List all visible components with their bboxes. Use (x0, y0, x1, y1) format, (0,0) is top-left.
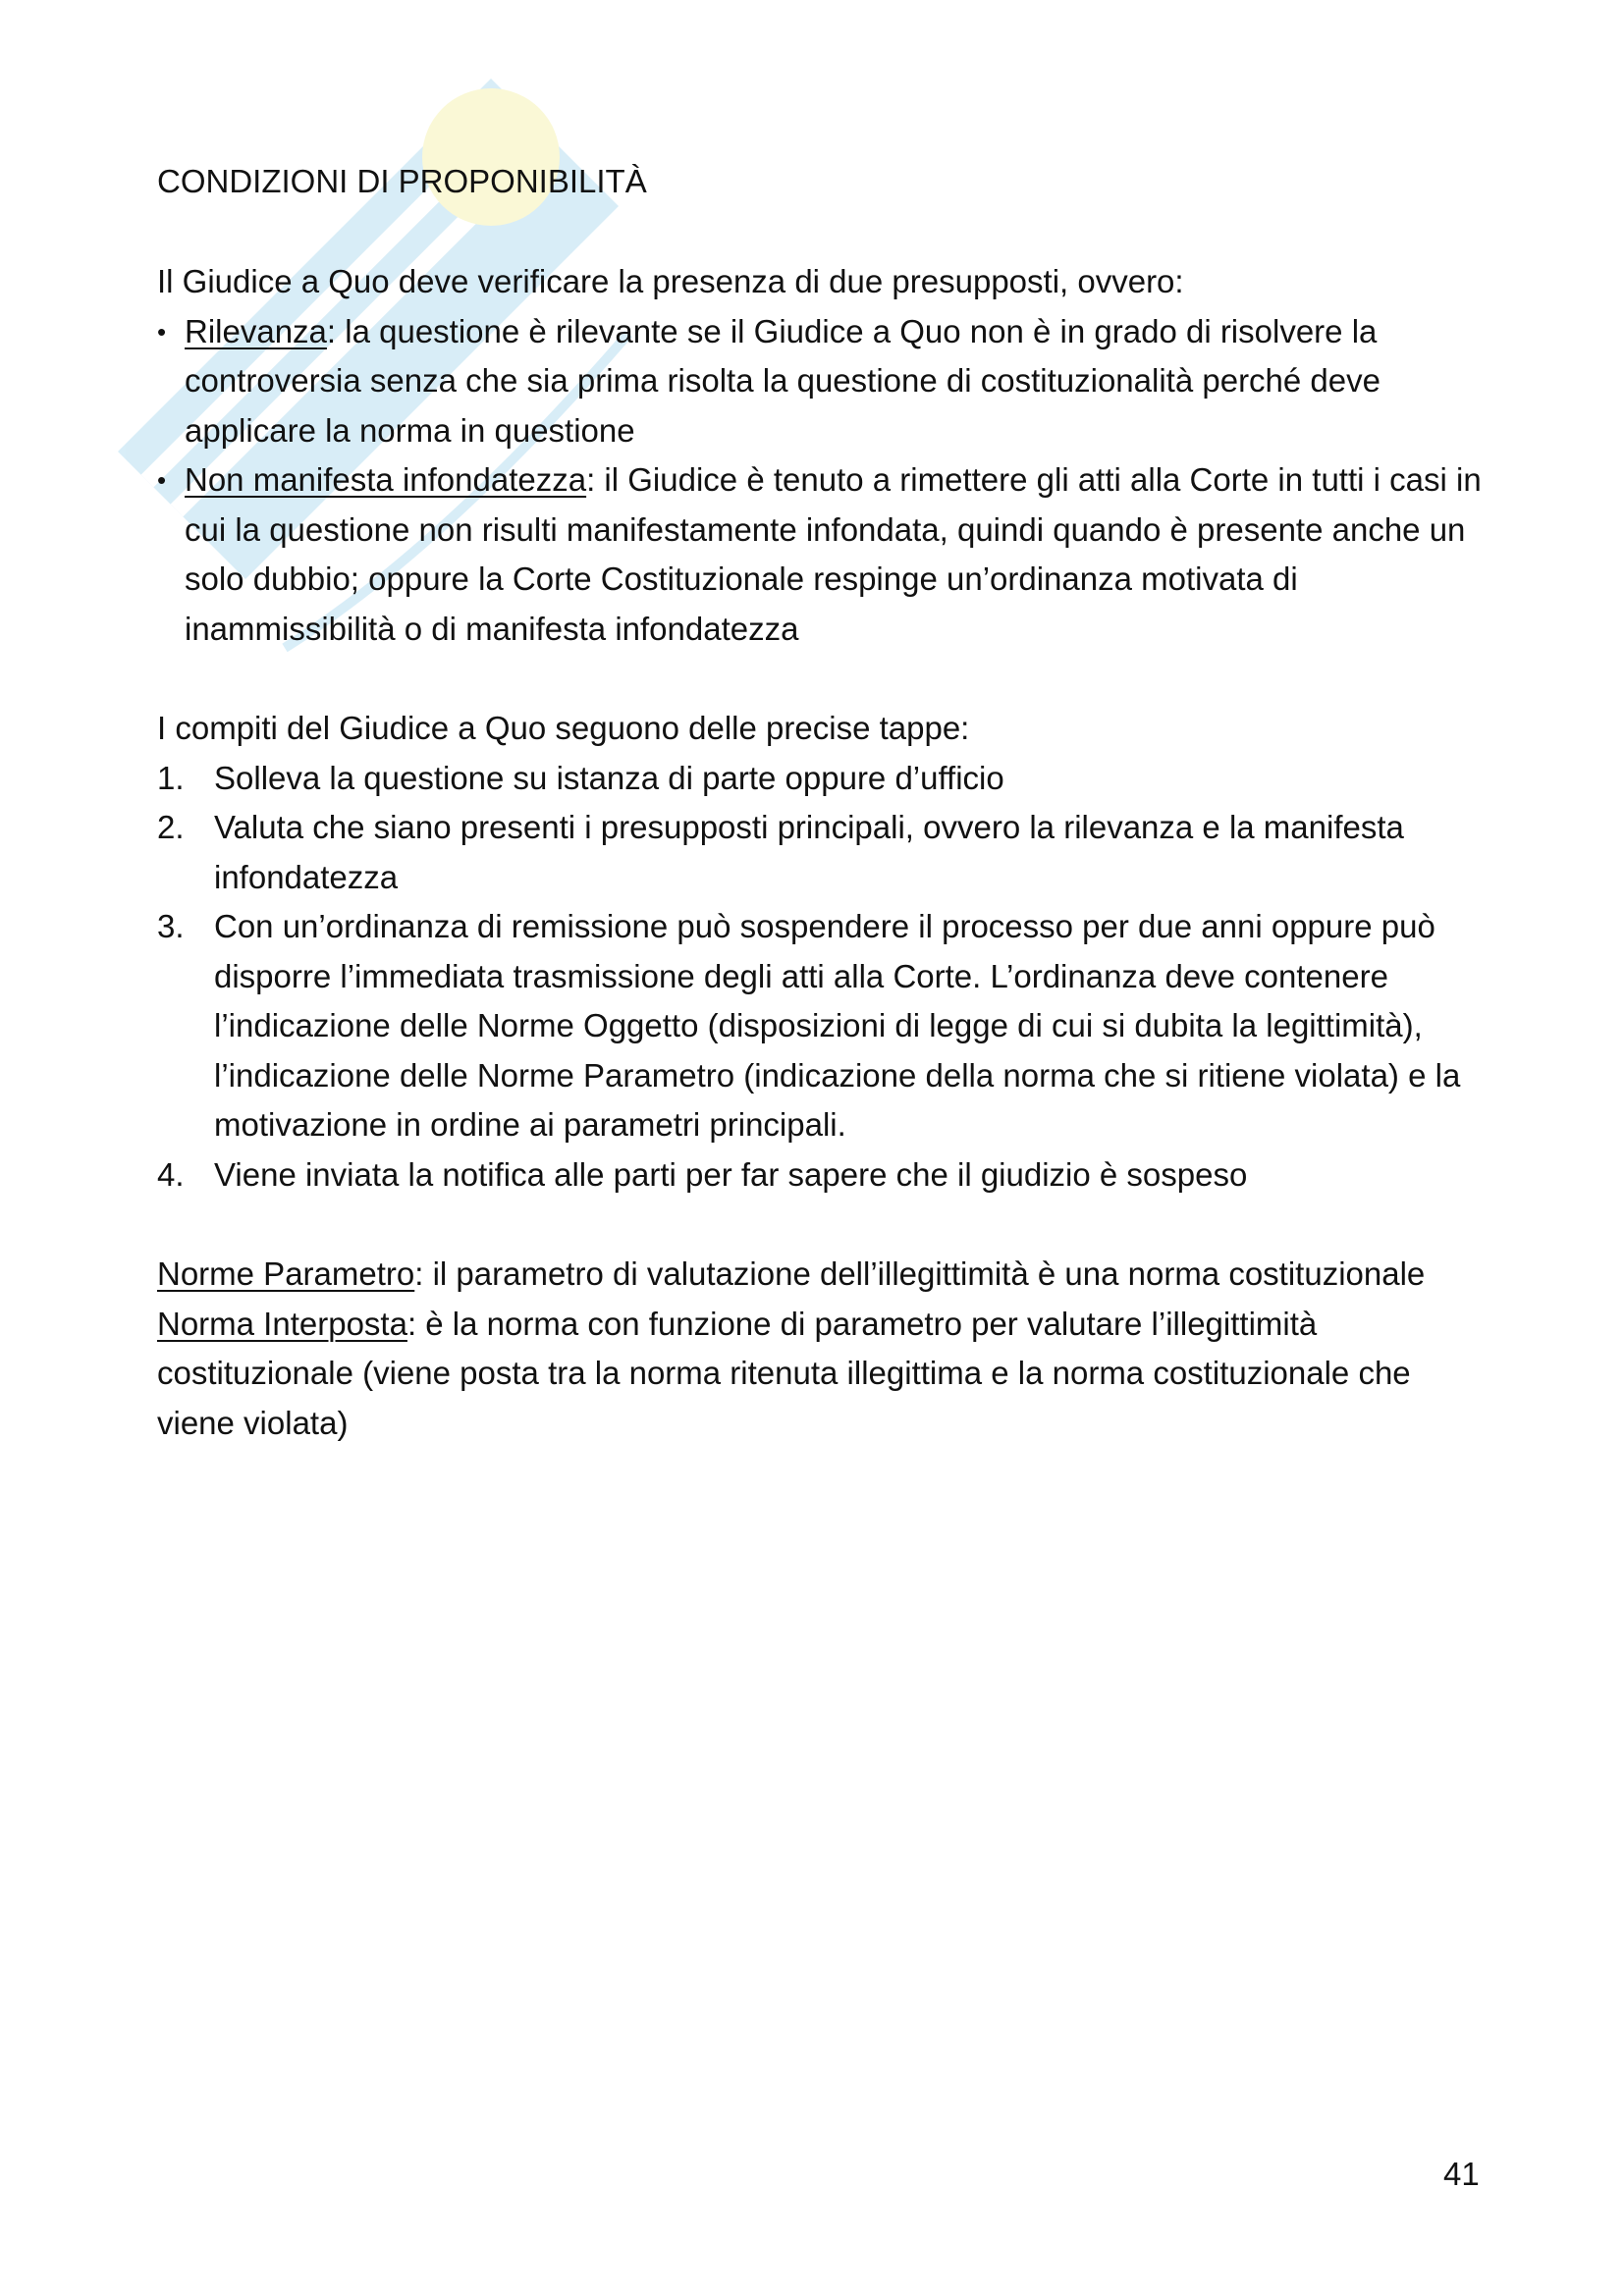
prerequisites-list (157, 307, 1492, 655)
intro-paragraph: Il Giudice a Quo deve verificare la presenza di due presupposti, ovvero: (157, 263, 1184, 299)
list-item (157, 754, 1492, 804)
step-number: 1. (157, 759, 185, 796)
term-non-manifesta-infondatezza: Non manifesta infondatezza (185, 461, 587, 498)
page-number: 41 (1443, 2156, 1480, 2192)
definition-norme-parametro (157, 1250, 1492, 1300)
list-item (157, 455, 1492, 654)
definition-norma-interposta (157, 1300, 1492, 1449)
term-description: : il Giudice è tenuto a rimettere gli atti alla Corte in tutti i casi in cui la questione non risulti manifestamente infondata, quindi quando è presente anche un solo dubbio; oppure la Corte Costituzionale respinge un’ordinanza motivata di inammissibilità o di manifesta infondatezza (185, 461, 1482, 647)
list-item (157, 902, 1492, 1150)
definitions-block (157, 1250, 1492, 1448)
step-text: Con un’ordinanza di remissione può sospendere il processo per due anni oppure può disporre l’immediata trasmissione degli atti alla Corte. L’ordinanza deve contenere l’indicazione delle Norme Oggetto (disposizioni di legge di cui si dubita la legittimità), l’indicazione delle Norme Parametro (indicazione della norma che si ritiene violata) e la motivazione in ordine ai parametri principali. (214, 908, 1461, 1143)
term-description: : la questione è rilevante se il Giudice a Quo non è in grado di risolvere la controversia senza che sia prima risolta la questione di costituzionalità perché deve applicare la norma in questione (185, 312, 1380, 449)
definition-term: Norme Parametro (157, 1255, 415, 1292)
section-heading: CONDIZIONI DI PROPONIBILITÀ (157, 163, 647, 199)
page-content (157, 157, 1492, 1448)
step-text: Solleva la questione su istanza di parte oppure d’ufficio (214, 759, 1004, 796)
list-item (157, 1150, 1492, 1201)
steps-list (157, 754, 1492, 1201)
list-item (157, 307, 1492, 456)
step-number: 2. (157, 809, 185, 845)
steps-block (157, 704, 1492, 1200)
step-number: 4. (157, 1155, 185, 1193)
steps-intro: I compiti del Giudice a Quo seguono delle precise tappe: (157, 710, 970, 746)
step-text: Viene inviata la notifica alle parti per far sapere che il giudizio è sospeso (214, 1155, 1248, 1193)
definition-text: : è la norma con funzione di parametro per valutare l’illegittimità costituzionale (viene posta tra la norma ritenuta illegittima e la norma costituzionale che viene violata) (157, 1305, 1411, 1441)
step-text: Valuta che siano presenti i presupposti principali, ovvero la rilevanza e la manifesta infondatezza (214, 809, 1404, 895)
list-item (157, 803, 1492, 902)
prerequisites-block (157, 257, 1492, 654)
step-number: 3. (157, 908, 185, 944)
term-rilevanza: Rilevanza (185, 312, 327, 349)
definition-text: : il parametro di valutazione dell’illegittimità è una norma costituzionale (414, 1255, 1426, 1292)
definition-term: Norma Interposta (157, 1305, 407, 1342)
